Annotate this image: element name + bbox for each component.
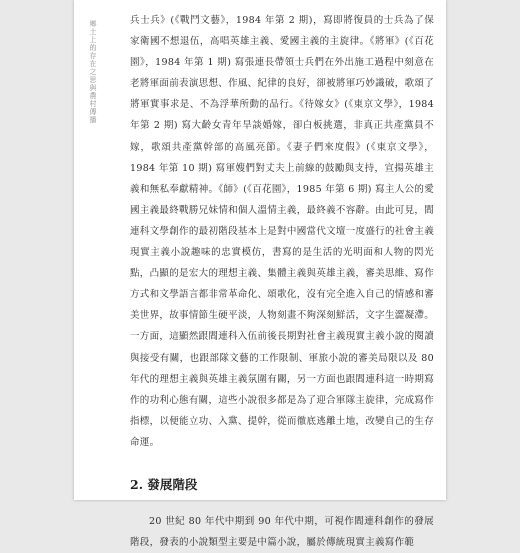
running-header: 鄉土上的存在之思與農村傳播 [89,20,97,124]
body-paragraph: 兵士兵》(《戰鬥文藝》，1984 年第 2 期)，寫即將復員的士兵為了保家衛國不想退伍，高唱英雄主義、愛國主義的主旋律。《將軍》(《百花園》，1984 年第 1 期) 寫張連長帶領士兵們在外出施工過程中刻意在老將軍面前表演思想、作風、紀律的良好，卻被將軍巧妙識破，歌頌了將軍實事求是、不為浮華所動的品行。《待嫁女》(《東京文學》，1984 年第 2 期) 寫大齡女青年旱談婚嫁，卻白板挑選，非真正共產黨員不嫁，歌頌共產黨幹部的高風亮節。《妻子們來度假》(《東京文學》，1984 年第 10 期) 寫軍嫂們對丈夫上前線的鼓勵與支持，宣揚英雄主義和無私奉獻精神。《師》(《百花園》，1985 年第 6 期) 寫主人公的愛國主義最終戰勝兄妹情和個人溫情主義，最終義不容辭。由此可見，閻連科文學創作的最初階段基本上是對中國當代文壇一度盛行的社會主義現實主義小說趣味的忠實模仿，書寫的是生活的光明面和人物的閃光點，凸顯的是宏大的理想主義、集體主義與英雄主義，審美思維、寫作方式和文學語言都非常革命化、頌歌化，沒有完全進入自己的情感和審美世界，故事情節生硬平淡，人物刻畫不夠深刻鮮活，文字生澀凝滯。一方面，這顯然跟閻連科入伍前後長期對社會主義現實主義小說的閱讀與接受有關，也跟部隊文藝的工作限制、軍旅小說的審美局限以及 80 年代的理想主義與英雄主義氛圍有關，另一方面也跟閻連科這一時期寫作的功利心態有關，這些小說很多都是為了迎合軍隊主旋律，完成寫作指標，以便能立功、入黨、提幹，從而徹底逃離土地，改變自己的生存命運。 [130,15,434,448]
page-body [130,10,434,553]
document-page [74,0,446,549]
section-heading: 2. 發展階段 [130,476,198,492]
body-paragraph: 20 世紀 80 年代中期到 90 年代中期，可視作閻連科創作的發展階段，發表的小說類型主要是中篇小說，屬於傳統現實主義寫作範 [130,515,434,549]
